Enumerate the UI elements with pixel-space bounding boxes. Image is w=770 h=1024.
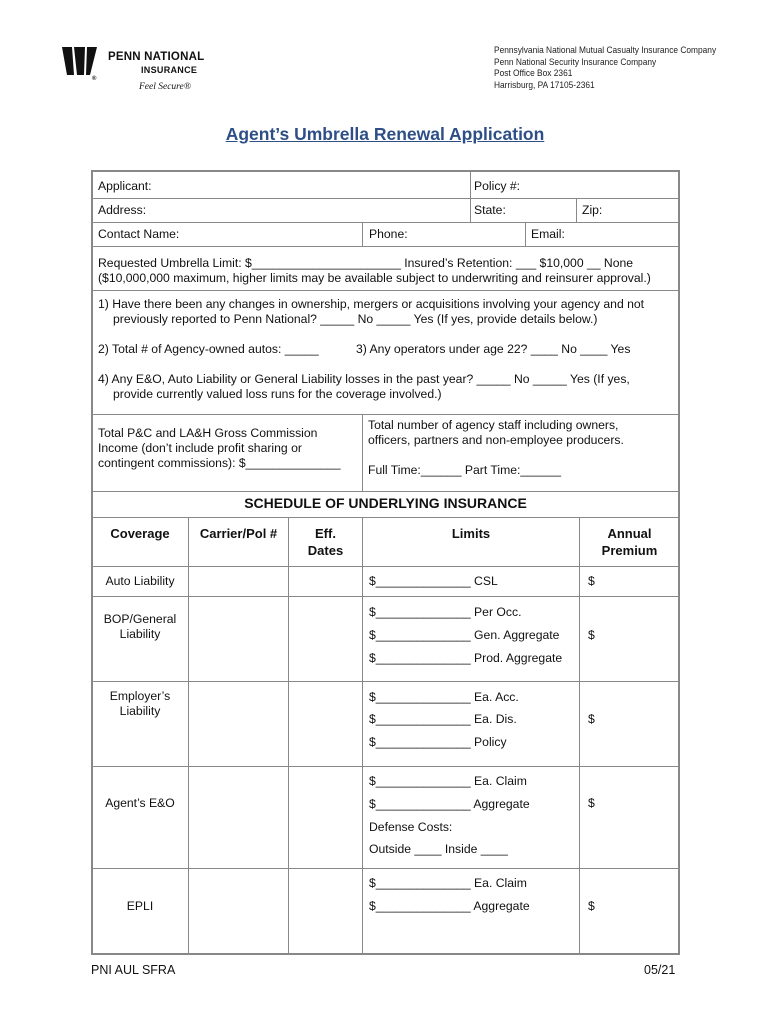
page-title: Agent’s Umbrella Renewal Application [225, 124, 545, 144]
question-3: 3) Any operators under age 22? ____ No ____ Yes [356, 342, 631, 356]
bop-coverage-2: Liability [119, 627, 161, 641]
company-name-1: Pennsylvania National Mutual Casualty Insurance Company [494, 45, 717, 56]
form-date: 05/21 [644, 963, 676, 977]
form-code: PNI AUL SFRA [91, 963, 176, 977]
employer-limit-1: $______________ Ea. Acc. [369, 690, 519, 704]
policy-label: Policy #: [474, 179, 521, 193]
employer-limit-3: $______________ Policy [369, 735, 507, 749]
header-premium: Premium [601, 543, 658, 558]
bop-limit-2: $______________ Gen. Aggregate [369, 628, 560, 642]
bop-premium: $ [588, 628, 595, 642]
brand-tagline: Feel Secure® [139, 82, 191, 92]
umbrella-limit-note: ($10,000,000 maximum, higher limits may be available subject to underwriting and reinsurer approval.) [98, 271, 651, 285]
applicant-label: Applicant: [98, 179, 152, 193]
contact-name-label: Contact Name: [98, 227, 180, 241]
state-label: State: [474, 203, 506, 217]
commission-line-2: Income (don’t include profit sharing or [98, 441, 302, 455]
question-1-cont: previously reported to Penn National? _____ No _____ Yes (If yes, provide details below.) [113, 312, 598, 326]
company-address [494, 45, 716, 91]
question-2: 2) Total # of Agency-owned autos: _____ [98, 342, 319, 356]
staff-line-1: Total number of agency staff including owners, [368, 418, 619, 432]
company-name-2: Penn National Security Insurance Company [494, 56, 657, 68]
penn-national-logo-icon [62, 45, 98, 77]
commission-line-3: contingent commissions): $______________ [98, 456, 341, 470]
header-dates: Dates [307, 543, 344, 558]
eo-coverage: Agent’s E&O [105, 796, 175, 810]
bop-limit-1: $______________ Per Occ. [369, 605, 522, 619]
epli-premium: $ [588, 899, 595, 913]
address-label: Address: [98, 203, 147, 217]
employer-coverage-2: Liability [119, 704, 161, 718]
brand-name: PENN NATIONAL [108, 51, 205, 63]
bop-coverage-1: BOP/General [103, 612, 177, 626]
eo-premium: $ [588, 796, 595, 810]
eo-limit-4: Outside ____ Inside ____ [369, 842, 508, 856]
staff-line-3: Full Time:______ Part Time:______ [368, 463, 562, 477]
auto-limit: $______________ CSL [369, 574, 498, 588]
email-label: Email: [531, 227, 565, 241]
eo-limit-2: $______________ Aggregate [369, 797, 530, 811]
employer-limit-2: $______________ Ea. Dis. [369, 712, 517, 726]
employer-coverage-1: Employer’s [109, 689, 171, 703]
eo-limit-3: Defense Costs: [369, 820, 453, 834]
question-4: 4) Any E&O, Auto Liability or General Liability losses in the past year? _____ No _____ Yes (If yes, [98, 372, 630, 386]
header-eff: Eff. [315, 526, 336, 541]
header-annual: Annual [607, 526, 652, 541]
epli-coverage: EPLI [126, 899, 154, 913]
form-outer-border [91, 170, 680, 955]
header-coverage: Coverage [110, 526, 170, 541]
schedule-title: SCHEDULE OF UNDERLYING INSURANCE [244, 495, 527, 511]
question-4-cont: provide currently valued loss runs for the coverage involved.) [113, 387, 442, 401]
epli-limit-2: $______________ Aggregate [369, 899, 530, 913]
header-carrier: Carrier/Pol # [199, 526, 278, 541]
eo-limit-1: $______________ Ea. Claim [369, 774, 527, 788]
phone-label: Phone: [369, 227, 408, 241]
auto-coverage: Auto Liability [105, 574, 175, 588]
umbrella-limit-line: Requested Umbrella Limit: $______________________ Insured’s Retention: ___ $10,000 __ None [98, 256, 634, 270]
staff-line-2: officers, partners and non-employee producers. [368, 433, 624, 447]
registered-mark: ® [92, 76, 97, 82]
city-state: Harrisburg, PA 17105-2361 [494, 79, 595, 91]
zip-label: Zip: [582, 203, 603, 217]
employer-premium: $ [588, 712, 595, 726]
epli-limit-1: $______________ Ea. Claim [369, 876, 527, 890]
question-1: 1) Have there been any changes in ownership, mergers or acquisitions involving your agency and not [98, 297, 645, 311]
brand-subtitle: INSURANCE [141, 65, 198, 75]
commission-line-1: Total P&C and LA&H Gross Commission [98, 426, 318, 440]
header-limits: Limits [451, 526, 491, 541]
auto-premium: $ [588, 574, 595, 588]
po-box: Post Office Box 2361 [494, 68, 573, 79]
bop-limit-3: $______________ Prod. Aggregate [369, 651, 563, 665]
